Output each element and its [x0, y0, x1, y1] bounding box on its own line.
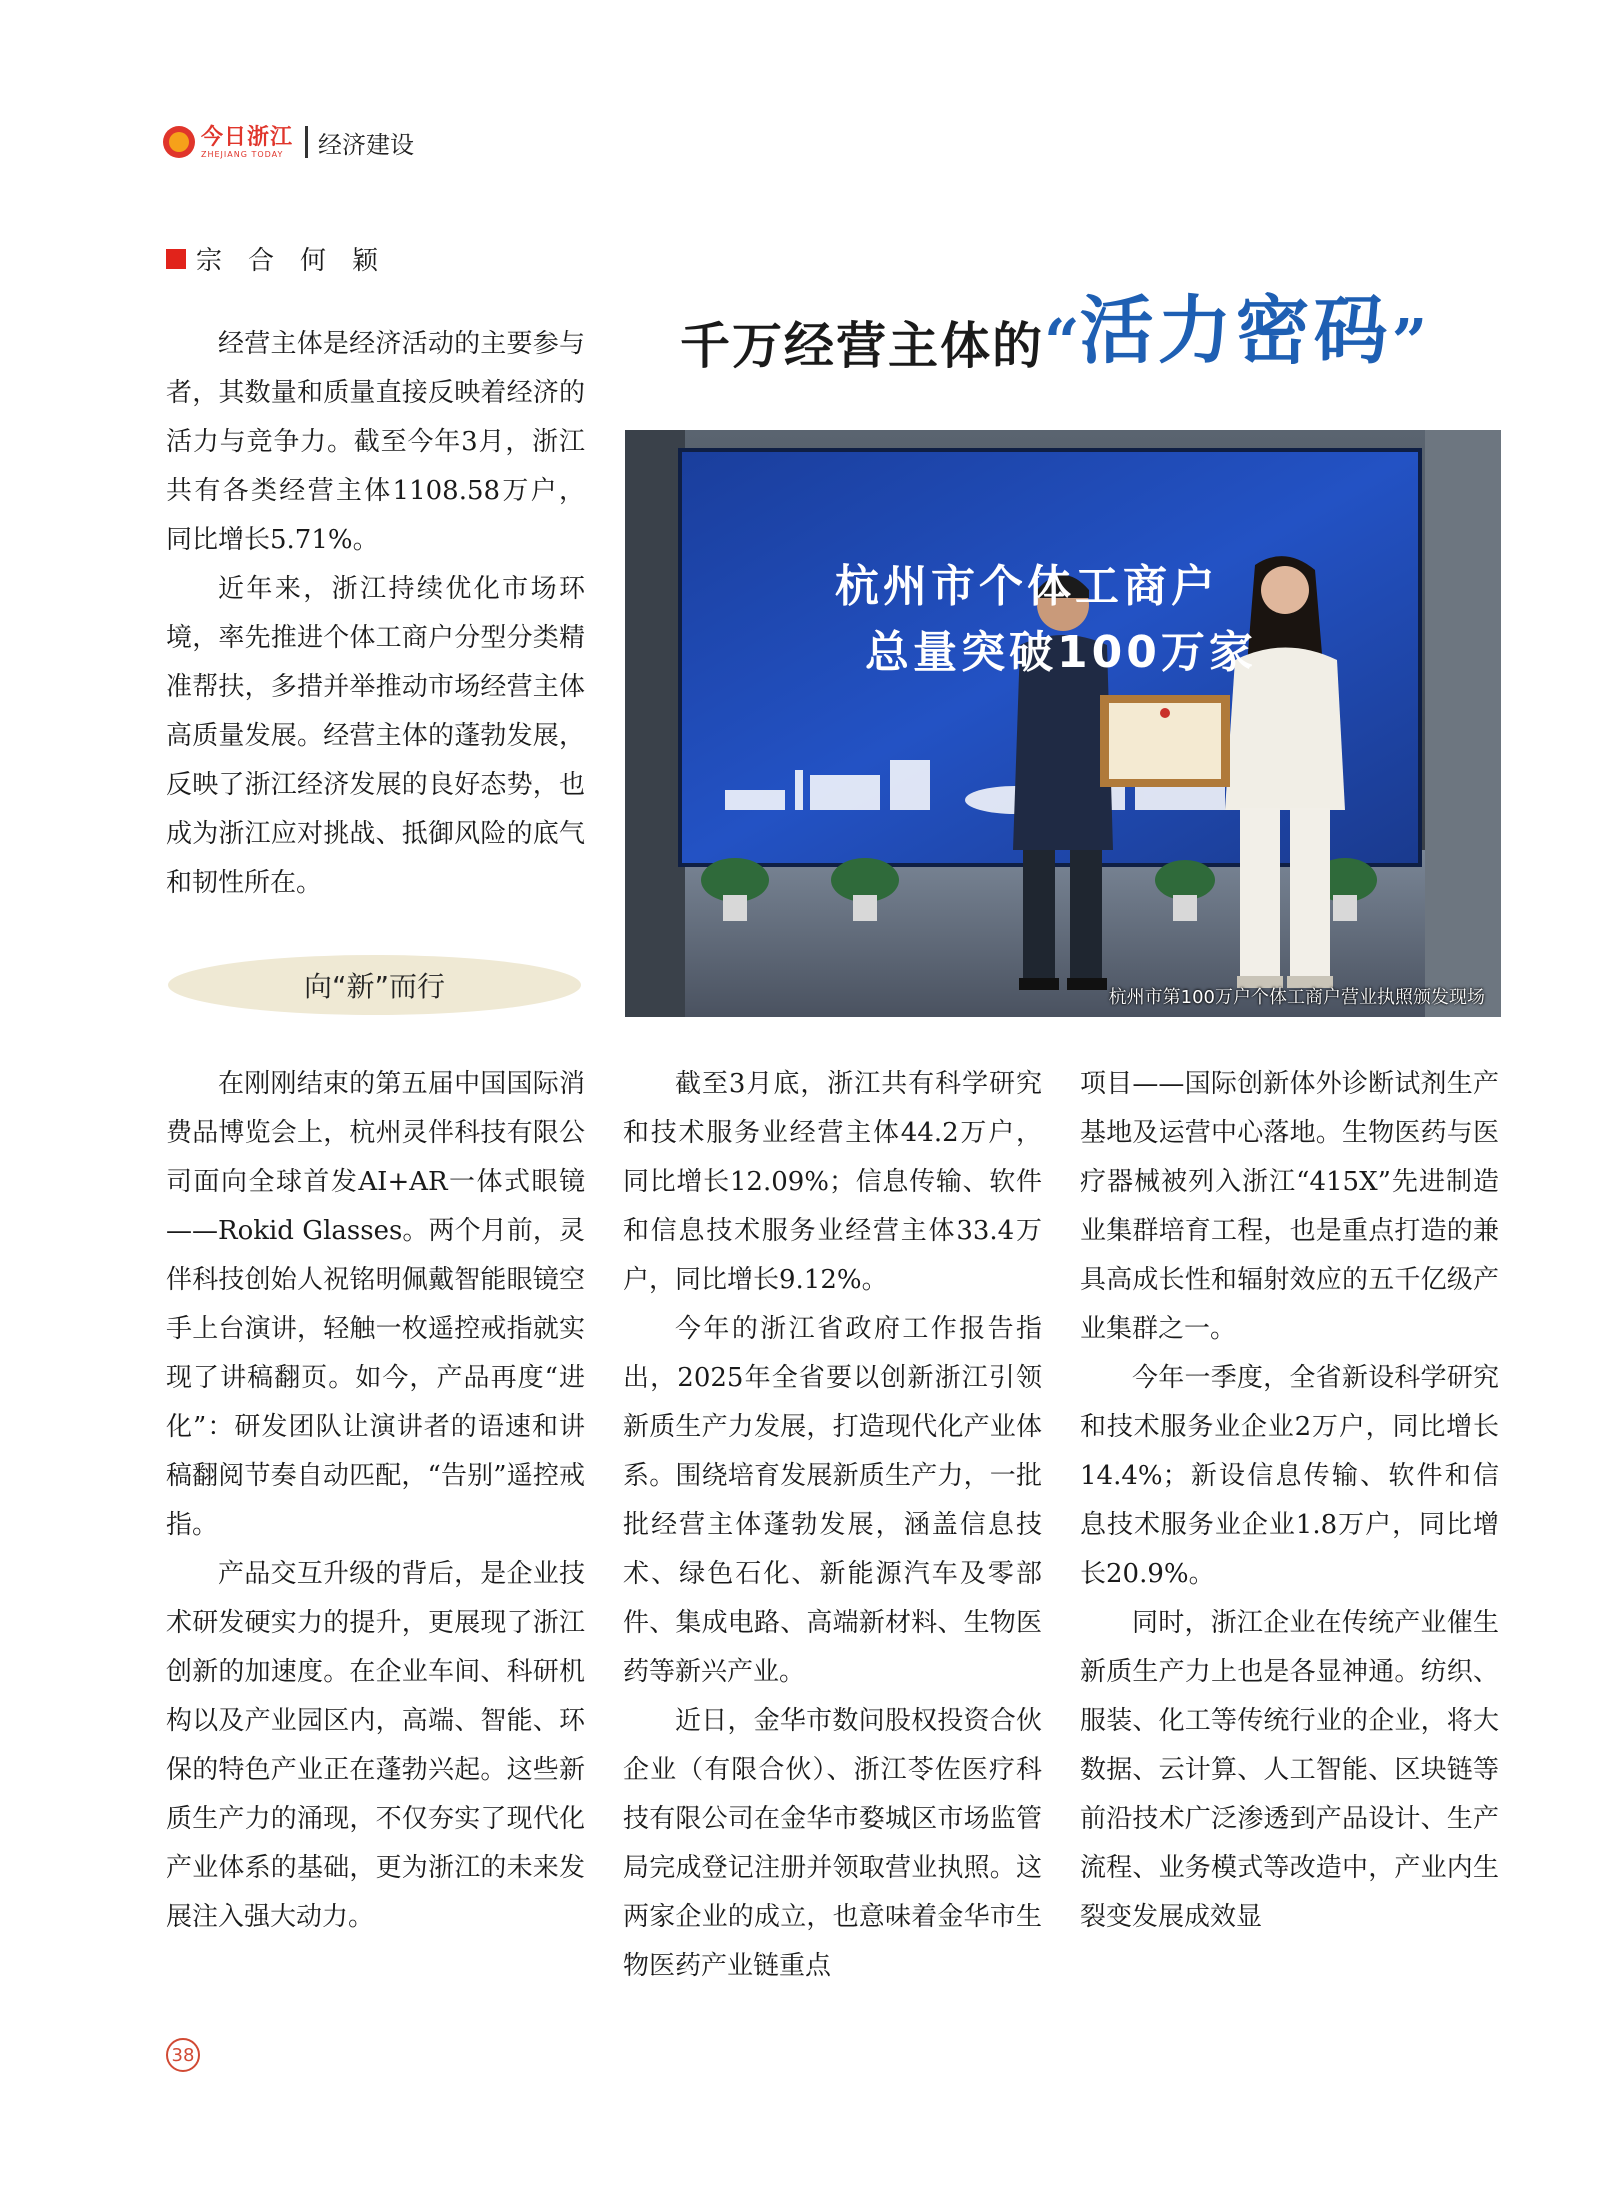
title-highlight: 活力密码: [1079, 288, 1392, 374]
intro-paragraph: 近年来，浙江持续优化市场环境，率先推进个体工商户分型分类精准帮扶，多措并举推动市场经营主体高质量发展。经营主体的蓬勃发展，反映了浙江经济发展的良好态势，也成为浙江应对挑战、抵御风险的底气和韧性所在。: [166, 574, 585, 898]
body-paragraph: 今年的浙江省政府工作报告指出，2025年全省要以创新浙江引领新质生产力发展，打造现代化产业体系。围绕培育发展新质生产力，一批批经营主体蓬勃发展，涵盖信息技术、绿色石化、新能源汽车及零部件、集成电路、高端新材料、生物医药等新兴产业。: [623, 1314, 1042, 1687]
title-quote-close: ”: [1391, 305, 1428, 378]
section-name: 经济建设: [318, 130, 415, 159]
masthead: [163, 120, 414, 164]
body-paragraph: 在刚刚结束的第五届中国国际消费品博览会上，杭州灵伴科技有限公司面向全球首发AI+AR一体式眼镜——Rokid Glasses。两个月前，灵伴科技创始人祝铭明佩戴智能眼镜空手上台演讲，轻触一枚遥控戒指就实现了讲稿翻页。如今，产品再度“进化”：研发团队让演讲者的语速和讲稿翻阅节奏自动匹配，“告别”遥控戒指。: [166, 1069, 585, 1540]
masthead-divider: [305, 126, 308, 158]
body-paragraph: 今年一季度，全省新设科学研究和技术服务业企业2万户，同比增长14.4%；新设信息传输、软件和信息技术服务业企业1.8万户，同比增长20.9%。: [1080, 1363, 1499, 1589]
photo-caption: 杭州市第100万户个体工商户营业执照颁发现场: [1108, 987, 1485, 1008]
subheading-text: 向“新”而行: [303, 970, 445, 1003]
text-column-1: [166, 1060, 585, 1942]
logo-cn: 今日浙江: [201, 123, 294, 150]
logo-en: ZHEJIANG TODAY: [201, 149, 284, 159]
body-paragraph: 同时，浙江企业在传统产业催生新质生产力上也是各显神通。纺织、服装、化工等传统行业的企业，将大数据、云计算、人工智能、区块链等前沿技术广泛渗透到产品设计、生产流程、业务模式等改造中，产业内生裂变发展成效显: [1080, 1608, 1499, 1932]
body-paragraph: 截至3月底，浙江共有科学研究和技术服务业经营主体44.2万户，同比增长12.09%；信息传输、软件和信息技术服务业经营主体33.4万户，同比增长9.12%。: [623, 1069, 1042, 1295]
title-quote-open: “: [1044, 305, 1080, 378]
intro-column: [166, 320, 585, 908]
body-paragraph: 产品交互升级的背后，是企业技术研发硬实力的提升，更展现了浙江创新的加速度。在企业车间、科研机构以及产业园区内，高端、智能、环保的特色产业正在蓬勃兴起。这些新质生产力的涌现，不仅夯实了现代化产业体系的基础，更为浙江的未来发展注入强大动力。: [166, 1559, 585, 1932]
photo-illustration: [625, 430, 1501, 1017]
intro-paragraph: 经营主体是经济活动的主要参与者，其数量和质量直接反映着经济的活力与竞争力。截至今年3月，浙江共有各类经营主体1108.58万户，同比增长5.71%。: [166, 329, 585, 555]
screen-text-line1: 杭州市个体工商户: [835, 561, 1219, 612]
logo-text: [201, 123, 294, 159]
title-main: 千万经营主体的: [680, 316, 1044, 375]
author-line: [166, 240, 404, 277]
author-marker-icon: [166, 249, 186, 269]
zhejiang-today-logo-icon: [163, 126, 195, 158]
news-photo: [625, 430, 1501, 1017]
body-paragraph: 项目——国际创新体外诊断试剂生产基地及运营中心落地。生物医药与医疗器械被列入浙江“415X”先进制造业集群培育工程，也是重点打造的兼具高成长性和辐射效应的五千亿级产业集群之一。: [1080, 1069, 1499, 1344]
subheading-banner: [168, 955, 581, 1015]
text-column-3: [1080, 1060, 1499, 1942]
article-title: [680, 282, 1427, 378]
screen-text-line2: 总量突破100万家: [865, 627, 1257, 678]
page-number: 38: [166, 2038, 200, 2072]
body-paragraph: 近日，金华市数问股权投资合伙企业（有限合伙）、浙江苓佐医疗科技有限公司在金华市婺城区市场监管局完成登记注册并领取营业执照。这两家企业的成立，也意味着金华市生物医药产业链重点: [623, 1706, 1042, 1981]
author-name: 宗合何颖: [196, 246, 405, 276]
text-column-2: [623, 1060, 1042, 1991]
